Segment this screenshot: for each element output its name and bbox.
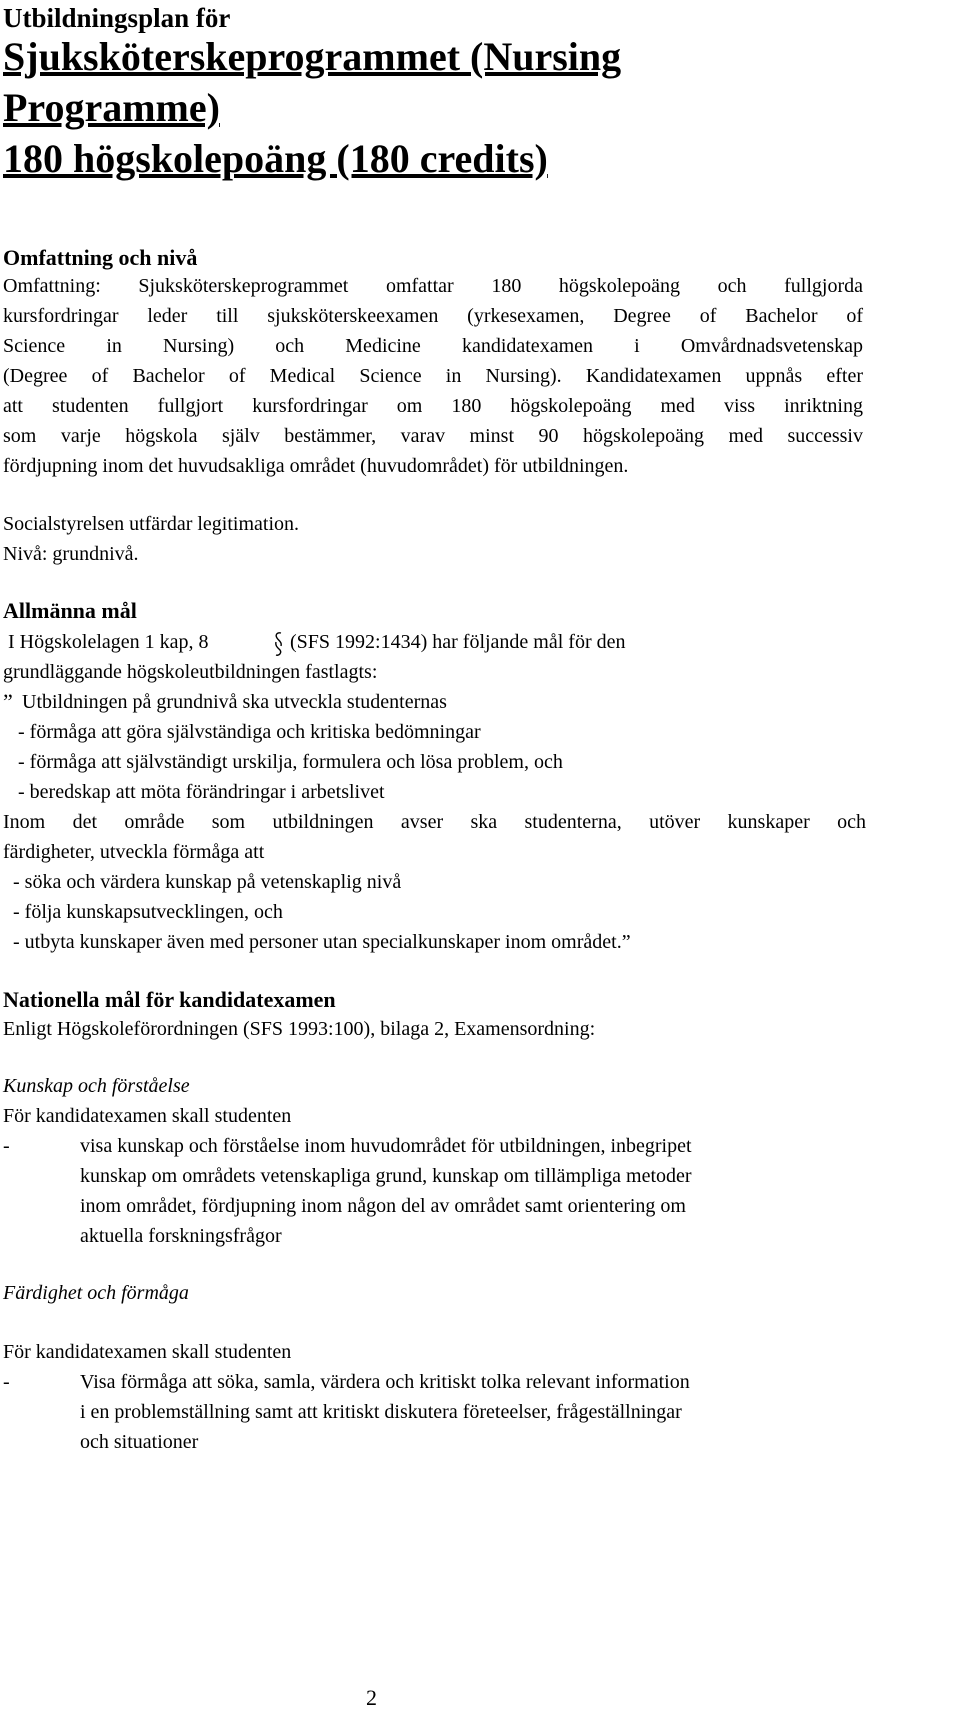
list-item: - förmåga att självständigt urskilja, formulera och lösa problem, och bbox=[18, 751, 563, 773]
quote-start: Utbildningen på grundnivå ska utveckla studenternas bbox=[22, 691, 447, 713]
general-intro-line-2: grundläggande högskoleutbildningen fastlagts: bbox=[3, 661, 378, 683]
list-item: - utbyta kunskaper även med personer utan specialkunskaper inom området.” bbox=[13, 931, 631, 953]
scope-line: fördjupning inom det huvudsakliga området (huvudområdet) för utbildningen. bbox=[3, 455, 629, 477]
list-item: - följa kunskapsutvecklingen, och bbox=[13, 901, 283, 923]
section-heading-national-goals: Nationella mål för kandidatexamen bbox=[3, 987, 336, 1012]
knowledge-line: aktuella forskningsfrågor bbox=[80, 1225, 282, 1247]
legitimation-statement: Socialstyrelsen utfärdar legitimation. bbox=[3, 513, 300, 535]
level-statement: Nivå: grundnivå. bbox=[3, 543, 139, 565]
skills-intro: För kandidatexamen skall studenten bbox=[3, 1341, 292, 1363]
scope-line: Science in Nursing) och Medicine kandidatexamen i Omvårdnadsvetenskap bbox=[3, 335, 863, 357]
knowledge-line: inom området, fördjupning inom någon del av området samt orientering om bbox=[80, 1195, 686, 1217]
general-intro-part-2: (SFS 1992:1434) har följande mål för den bbox=[290, 631, 626, 653]
general-intro-part-1: I Högskolelagen 1 kap, 8 bbox=[8, 631, 209, 653]
knowledge-dash: - bbox=[3, 1135, 10, 1157]
list-item: - förmåga att göra självständiga och kritiska bedömningar bbox=[18, 721, 481, 743]
skills-dash: - bbox=[3, 1371, 10, 1393]
section-sign-icon bbox=[274, 631, 283, 657]
skills-line: i en problemställning samt att kritiskt diskutera företeelser, frågeställningar bbox=[80, 1401, 682, 1423]
scope-line: Omfattning: Sjuksköterskeprogrammet omfattar 180 högskolepoäng och fullgjorda bbox=[3, 275, 863, 297]
skills-line: och situationer bbox=[80, 1431, 199, 1453]
document-title-line-3: 180 högskolepoäng (180 credits) bbox=[3, 136, 548, 181]
scope-line: att studenten fullgjort kursfordringar om 180 högskolepoäng med viss inriktning bbox=[3, 395, 863, 417]
document-title-line-2: Programme) bbox=[3, 85, 220, 130]
skills-line: Visa förmåga att söka, samla, värdera och kritiskt tolka relevant information bbox=[80, 1371, 690, 1393]
list-item: - beredskap att möta förändringar i arbetslivet bbox=[18, 781, 385, 803]
document-subtitle: Utbildningsplan för bbox=[3, 3, 231, 33]
scope-line: (Degree of Bachelor of Medical Science in Nursing). Kandidatexamen uppnås efter bbox=[3, 365, 863, 387]
knowledge-line: visa kunskap och förståelse inom huvudområdet för utbildningen, inbegripet bbox=[80, 1135, 692, 1157]
general-mid-line-1: Inom det område som utbildningen avser ska studenterna, utöver kunskaper och bbox=[3, 811, 866, 833]
section-heading-general-goals: Allmänna mål bbox=[3, 598, 137, 623]
subheading-skills: Färdighet och förmåga bbox=[3, 1282, 189, 1304]
scope-line: som varje högskola själv bestämmer, varav minst 90 högskolepoäng med successiv bbox=[3, 425, 863, 447]
document-title-line-1: Sjuksköterskeprogrammet (Nursing bbox=[3, 34, 622, 79]
knowledge-intro: För kandidatexamen skall studenten bbox=[3, 1105, 292, 1127]
scope-line: kursfordringar leder till sjuksköterskeexamen (yrkesexamen, Degree of Bachelor of bbox=[3, 305, 863, 327]
opening-quote-mark: ” bbox=[3, 689, 13, 714]
national-intro: Enligt Högskoleförordningen (SFS 1993:100), bilaga 2, Examensordning: bbox=[3, 1018, 596, 1040]
knowledge-line: kunskap om områdets vetenskapliga grund, kunskap om tillämpliga metoder bbox=[80, 1165, 692, 1187]
page-number: 2 bbox=[366, 1685, 377, 1710]
subheading-knowledge: Kunskap och förståelse bbox=[3, 1075, 190, 1097]
general-mid-line-2: färdigheter, utveckla förmåga att bbox=[3, 841, 265, 863]
list-item: - söka och värdera kunskap på vetenskaplig nivå bbox=[13, 871, 402, 893]
section-heading-scope: Omfattning och nivå bbox=[3, 245, 198, 270]
